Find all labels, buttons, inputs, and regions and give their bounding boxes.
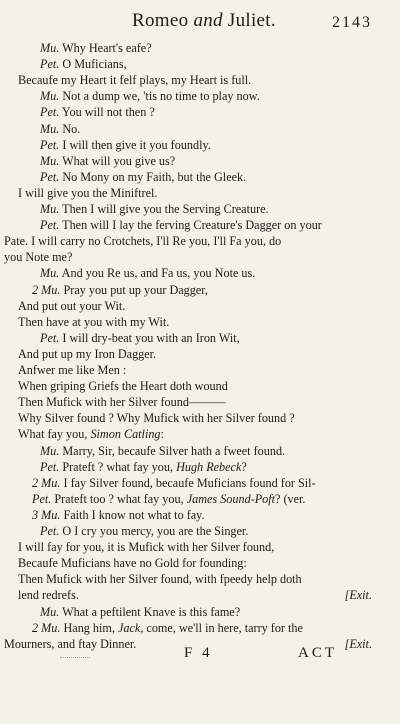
line-text: Pray you put up your Dagger, — [60, 282, 208, 297]
text-line — [4, 249, 372, 265]
line-text: Hang him, — [60, 620, 118, 635]
speaker-prefix: Pet. — [40, 330, 60, 345]
line-text: I will then give it you foundly. — [59, 137, 211, 152]
text-line — [18, 555, 372, 571]
text-line — [18, 362, 372, 378]
italic-name: Simon Catling — [90, 427, 161, 442]
text-line — [32, 475, 372, 491]
line-text: Prateft ? what fay you, — [59, 459, 177, 474]
line-text: I fay Silver found, becaufe Muficians found for Sil- — [60, 475, 316, 490]
text-line — [18, 378, 372, 394]
catchword: ACT — [298, 645, 337, 661]
line-text: I will give you the Miniftrel. — [18, 185, 158, 200]
italic-name: Jack — [117, 620, 141, 635]
text-line — [18, 346, 372, 362]
text-line — [18, 394, 372, 410]
speaker-prefix: Mu. — [40, 153, 60, 168]
text-line — [32, 282, 372, 298]
page-number: 2143 — [332, 14, 372, 31]
speaker-prefix: Pet. — [40, 524, 60, 538]
line-text: Then have at you with my Wit. — [18, 314, 170, 329]
line-text: you Note me? — [4, 250, 73, 265]
line-text: Pate. I will carry no Crotchets, I'll Re you, I'll Fa you, do — [4, 234, 282, 249]
line-text: What will you give us? — [59, 153, 176, 168]
text-line — [18, 72, 372, 88]
line-text: Marry, Sir, becaufe Silver hath a fweet found. — [59, 443, 286, 458]
speaker-prefix: Mu. — [40, 41, 60, 55]
line-text: What a peftilent Knave is this fame? — [59, 604, 241, 619]
page-footer — [0, 645, 400, 669]
line-text: Why Heart's eafe? — [59, 41, 152, 55]
italic-name: Hugh Rebeck — [176, 459, 242, 474]
text-line — [40, 169, 372, 185]
speaker-prefix: Pet. — [40, 137, 60, 152]
speaker-prefix: Pet. — [32, 491, 52, 506]
speaker-prefix: 2 Mu. — [32, 282, 61, 297]
text-line — [4, 233, 372, 249]
text-line — [18, 410, 372, 426]
line-text: Then Mufick with her Silver found, with fpeedy help doth — [18, 572, 302, 587]
text-line — [18, 314, 372, 330]
stage-direction: [Exit. — [344, 636, 372, 651]
speaker-prefix: Mu. — [40, 266, 60, 281]
line-text-tail: ? (ver. — [275, 491, 306, 506]
text-line — [40, 459, 372, 475]
text-line — [32, 620, 372, 636]
line-text: When griping Griefs the Heart doth wound — [18, 379, 228, 394]
text-line — [18, 298, 372, 314]
text-line — [40, 265, 372, 281]
line-text: Why Silver found ? Why Mufick with her Silver found ? — [18, 411, 295, 426]
line-text: Then I will give you the Serving Creature. — [59, 202, 269, 216]
line-text-tail: , come, we'll in here, tarry for the — [140, 620, 303, 635]
text-line — [40, 153, 372, 169]
speaker-prefix: Mu. — [40, 121, 60, 136]
speaker-prefix: Mu. — [40, 202, 60, 216]
line-text: Prateft too ? what fay you, — [51, 491, 187, 506]
text-line — [40, 121, 372, 137]
line-text: Becaufe my Heart it felf plays, my Heart is full. — [18, 73, 252, 88]
text-line — [40, 523, 372, 539]
line-text: Becaufe Muficians have no Gold for founding: — [18, 556, 247, 571]
line-text: And you Re us, and Fa us, you Note us. — [59, 266, 256, 281]
line-text: And put up my Iron Dagger. — [18, 346, 157, 361]
italic-name: James Sound-Poft — [186, 491, 276, 506]
line-text: No. — [59, 121, 81, 136]
line-text: lend redrefs. — [18, 588, 79, 603]
line-text: Mourners, and ftay Dinner. — [4, 636, 137, 651]
line-text: You will not then ? — [59, 105, 155, 120]
line-text: Anfwer me like Men : — [18, 363, 127, 377]
running-header — [0, 8, 400, 34]
text-line — [40, 104, 372, 120]
line-text: Not a dump we, 'tis no time to play now. — [59, 89, 260, 104]
line-text: I will dry-beat you with an Iron Wit, — [59, 330, 240, 345]
speaker-prefix: Pet. — [40, 218, 60, 233]
speaker-prefix: Mu. — [40, 443, 60, 458]
line-text: Faith I know not what to fay. — [60, 507, 205, 522]
speaker-prefix: 2 Mu. — [32, 620, 61, 635]
line-text-tail: : — [160, 427, 164, 442]
line-text: O Muficians, — [59, 57, 127, 72]
text-line — [32, 491, 372, 507]
text-line — [40, 201, 372, 217]
line-text: And put out your Wit. — [18, 298, 126, 313]
signature-mark: F 4 — [184, 645, 213, 661]
running-title: Romeo and Juliet. — [132, 10, 276, 31]
line-text: What fay you, — [18, 427, 91, 442]
speaker-prefix: Pet. — [40, 459, 60, 474]
speaker-prefix: Pet. — [40, 169, 60, 184]
text-line — [40, 56, 372, 72]
text-line — [40, 330, 372, 346]
line-text: O I cry you mercy, you are the Singer. — [59, 524, 249, 538]
speaker-prefix: 3 Mu. — [32, 507, 61, 522]
line-text-tail: ? — [241, 459, 247, 474]
ink-smudge — [60, 647, 90, 658]
text-line — [18, 571, 372, 587]
line-text: Then Mufick with her Silver found——— — [18, 395, 226, 410]
speaker-prefix: Mu. — [40, 604, 60, 619]
speaker-prefix: Pet. — [40, 57, 60, 72]
text-line — [40, 88, 372, 104]
speaker-prefix: 2 Mu. — [32, 475, 61, 490]
text-line — [40, 604, 372, 620]
text-line — [18, 539, 372, 555]
text-line — [40, 137, 372, 153]
line-text: I will fay for you, it is Mufick with her Silver found, — [18, 540, 275, 555]
text-line — [18, 587, 372, 603]
stage-direction: [Exit. — [344, 588, 372, 603]
text-line — [40, 217, 372, 233]
speaker-prefix: Pet. — [40, 105, 60, 120]
text-line — [40, 40, 372, 56]
text-line — [18, 185, 372, 201]
line-text: Then will I lay the ferving Creature's Dagger on your — [59, 218, 322, 233]
text-line — [18, 426, 372, 442]
line-text: No Mony on my Faith, but the Gleek. — [59, 169, 247, 184]
speaker-prefix: Mu. — [40, 89, 60, 104]
text-line — [40, 443, 372, 459]
text-line — [32, 507, 372, 523]
